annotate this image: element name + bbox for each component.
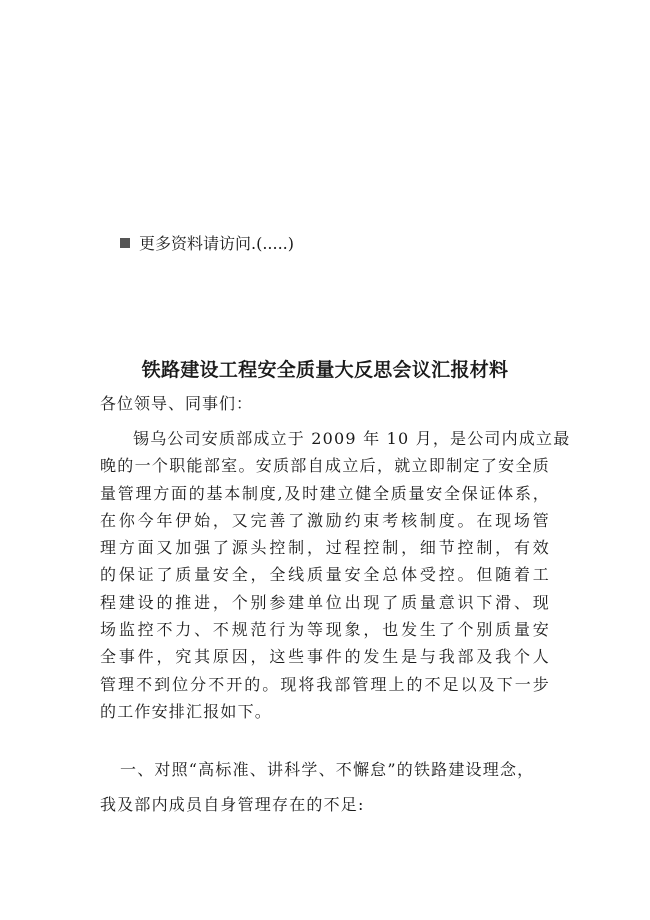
- paragraph-line: 的保证了质量安全，全线质量安全总体受控。但随着工: [100, 565, 550, 585]
- paragraph-line: 全事件，究其原因，这些事件的发生是与我部及我个人: [100, 647, 550, 667]
- paragraph-line: 理方面又加强了源头控制，过程控制，细节控制，有效: [100, 538, 550, 558]
- paragraph-line: 的工作安排汇报如下。: [100, 701, 273, 721]
- paragraph-line: 量管理方面的基本制度,及时建立健全质量安全保证体系，: [100, 483, 550, 503]
- paragraph-line: 管理不到位分不开的。现将我部管理上的不足以及下一步: [100, 674, 550, 694]
- body-paragraph: [100, 425, 571, 725]
- salutation: 各位领导、同事们：: [100, 394, 254, 413]
- section-line: 我及部内成员自身管理存在的不足:: [100, 795, 365, 814]
- section-heading: [100, 752, 560, 822]
- paragraph-line: 在你今年伊始，又完善了激励约束考核制度。在现场管: [100, 510, 550, 530]
- paragraph-line: 晚的一个职能部室。安质部自成立后，就立即制定了安全质: [100, 456, 550, 476]
- access-notice-text: 更多资料请访问.(.....): [139, 234, 295, 253]
- paragraph-line: 场监控不力、不规范行为等现象，也发生了个别质量安: [100, 620, 550, 640]
- document-title: 铁路建设工程安全质量大反思会议汇报材料: [141, 359, 509, 381]
- section-line: 一、对照“高标准、讲科学、不懈怠”的铁路建设理念，: [120, 760, 535, 779]
- paragraph-line: 程建设的推进，个别参建单位出现了质量意识下滑、现: [100, 592, 550, 612]
- square-bullet-icon: [120, 238, 130, 248]
- access-notice: [120, 234, 294, 254]
- paragraph-line: 锡乌公司安质部成立于 2009 年 10 月，是公司内成立最: [133, 429, 571, 448]
